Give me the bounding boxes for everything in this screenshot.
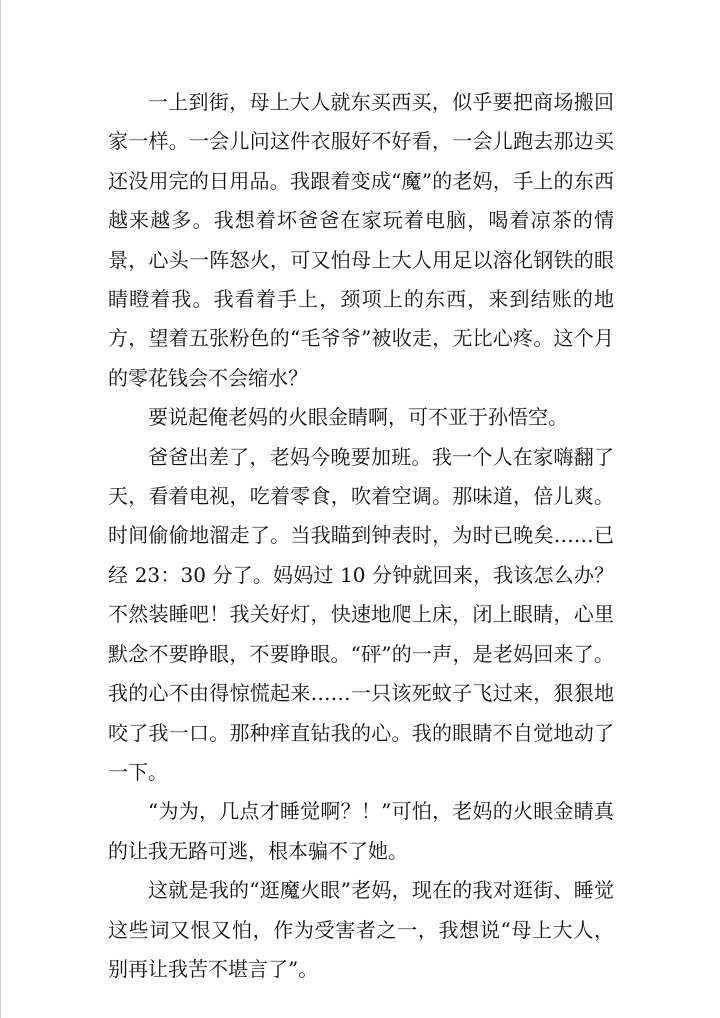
page-left-border: [0, 0, 1, 1018]
paragraph-night-home: 爸爸出差了，老妈今晚要加班。我一个人在家嗨翻了天，看着电视，吃着零食，吹着空调。那味道，倍儿爽。时间偷偷地溜走了。当我瞄到钟表时，为时已晚矣……已经 23：30 分了。妈妈过 10 分钟就回来，我该怎么办？不然装睡吧！我关好灯，快速地爬上床，闭上眼睛，心里默念不要睁眼，不要睁眼。“砰”的一声，是老妈回来了。我的心不由得惊慌起来……一只该死蚊子飞过来，狠狠地咬了我一口。那种痒直钻我的心。我的眼睛不自觉地动了一下。: [108, 444, 614, 784]
paragraph-conclusion: 这就是我的“逛魔火眼”老妈，现在的我对逛街、睡觉这些词又恨又怕，作为受害者之一，我想说“母上大人，别再让我苦不堪言了”。: [108, 878, 614, 981]
paragraph-fiery-eyes: 要说起俺老妈的火眼金睛啊，可不亚于孙悟空。: [148, 405, 568, 430]
essay-body: [108, 83, 614, 989]
paragraph-shopping: 一上到街，母上大人就东买西买，似乎要把商场搬回家一样。一会儿问这件衣服好不好看，一会儿跑去那边买还没用完的日用品。我跟着变成“魔”的老妈，手上的东西越来越多。我想着坏爸爸在家玩着电脑，喝着凉茶的情景，心头一阵怒火，可又怕母上大人用足以溶化钢铁的眼睛瞪着我。我看着手上，颈项上的东西，来到结账的地方，望着五张粉色的“毛爷爷”被收走，无比心疼。这个月的零花钱会不会缩水？: [108, 90, 614, 390]
paragraph-caught: “为为，几点才睡觉啊？！”可怕，老妈的火眼金睛真的让我无路可逃，根本骗不了她。: [108, 799, 614, 863]
